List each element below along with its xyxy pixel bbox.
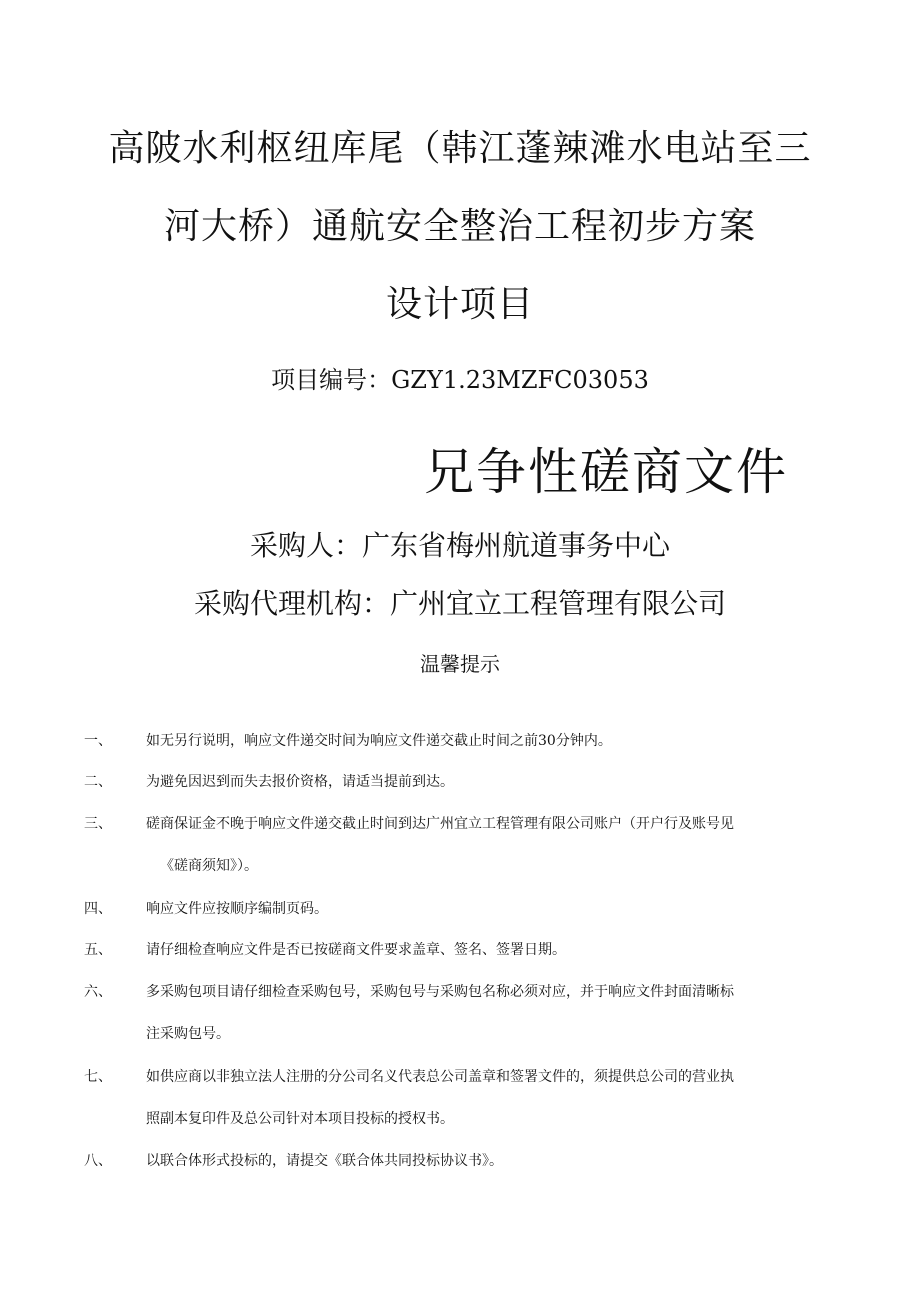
project-title-line-2: 河大桥）通航安全整治工程初步方案 (163, 206, 756, 247)
procurement-agency: 采购代理机构：广州宜立工程管理有限公司 (193, 587, 726, 620)
tip-text: 为避免因迟到而失去报价资格，请适当提前到达。 (146, 774, 454, 790)
tip-text: 如供应商以非独立法人注册的分公司名义代表总公司盖章和签署文件的，须提供总公司的营业执 (146, 1069, 734, 1085)
tip-text-continuation: 《磋商须知》）。 (160, 858, 258, 874)
project-title-line-1: 高陂水利枢纽库尾（韩江蓬辣滩水电站至三 (108, 128, 812, 169)
tip-number: 一、 (84, 733, 112, 749)
purchaser: 采购人：广东省梅州航道事务中心 (249, 529, 670, 562)
tip-number: 七、 (84, 1069, 112, 1085)
tip-text: 如无另行说明，响应文件递交时间为响应文件递交截止时间之前30分钟内。 (146, 733, 612, 749)
tip-number: 五、 (84, 942, 112, 958)
tip-text: 请仔细检查响应文件是否已按磋商文件要求盖章、签名、签署日期。 (146, 942, 566, 958)
project-title-line-3: 设计项目 (385, 284, 534, 325)
tip-number: 六、 (84, 984, 112, 1000)
tip-text-continuation: 照副本复印件及总公司针对本项目投标的授权书。 (146, 1111, 454, 1127)
tip-number: 四、 (84, 901, 112, 917)
tip-number: 三、 (84, 816, 112, 832)
tip-text: 以联合体形式投标的，请提交《联合体共同投标协议书》。 (146, 1153, 503, 1169)
document-type-heading: 兄争性磋商文件 (424, 443, 788, 501)
tip-text-continuation: 注采购包号。 (146, 1026, 230, 1042)
tips-heading: 温馨提示 (420, 652, 500, 676)
tip-text: 多采购包项目请仔细检查采购包号，采购包号与采购包名称必须对应，并于响应文件封面清晰标 (146, 984, 734, 1000)
tip-number: 二、 (84, 774, 112, 790)
tip-number: 八、 (84, 1153, 112, 1169)
tip-text: 响应文件应按顺序编制页码。 (146, 901, 328, 917)
project-number: 项目编号：GZY1.23MZFC03053 (271, 366, 649, 394)
tip-text: 磋商保证金不晚于响应文件递交截止时间到达广州宜立工程管理有限公司账户（开户行及账号见 (146, 816, 734, 832)
